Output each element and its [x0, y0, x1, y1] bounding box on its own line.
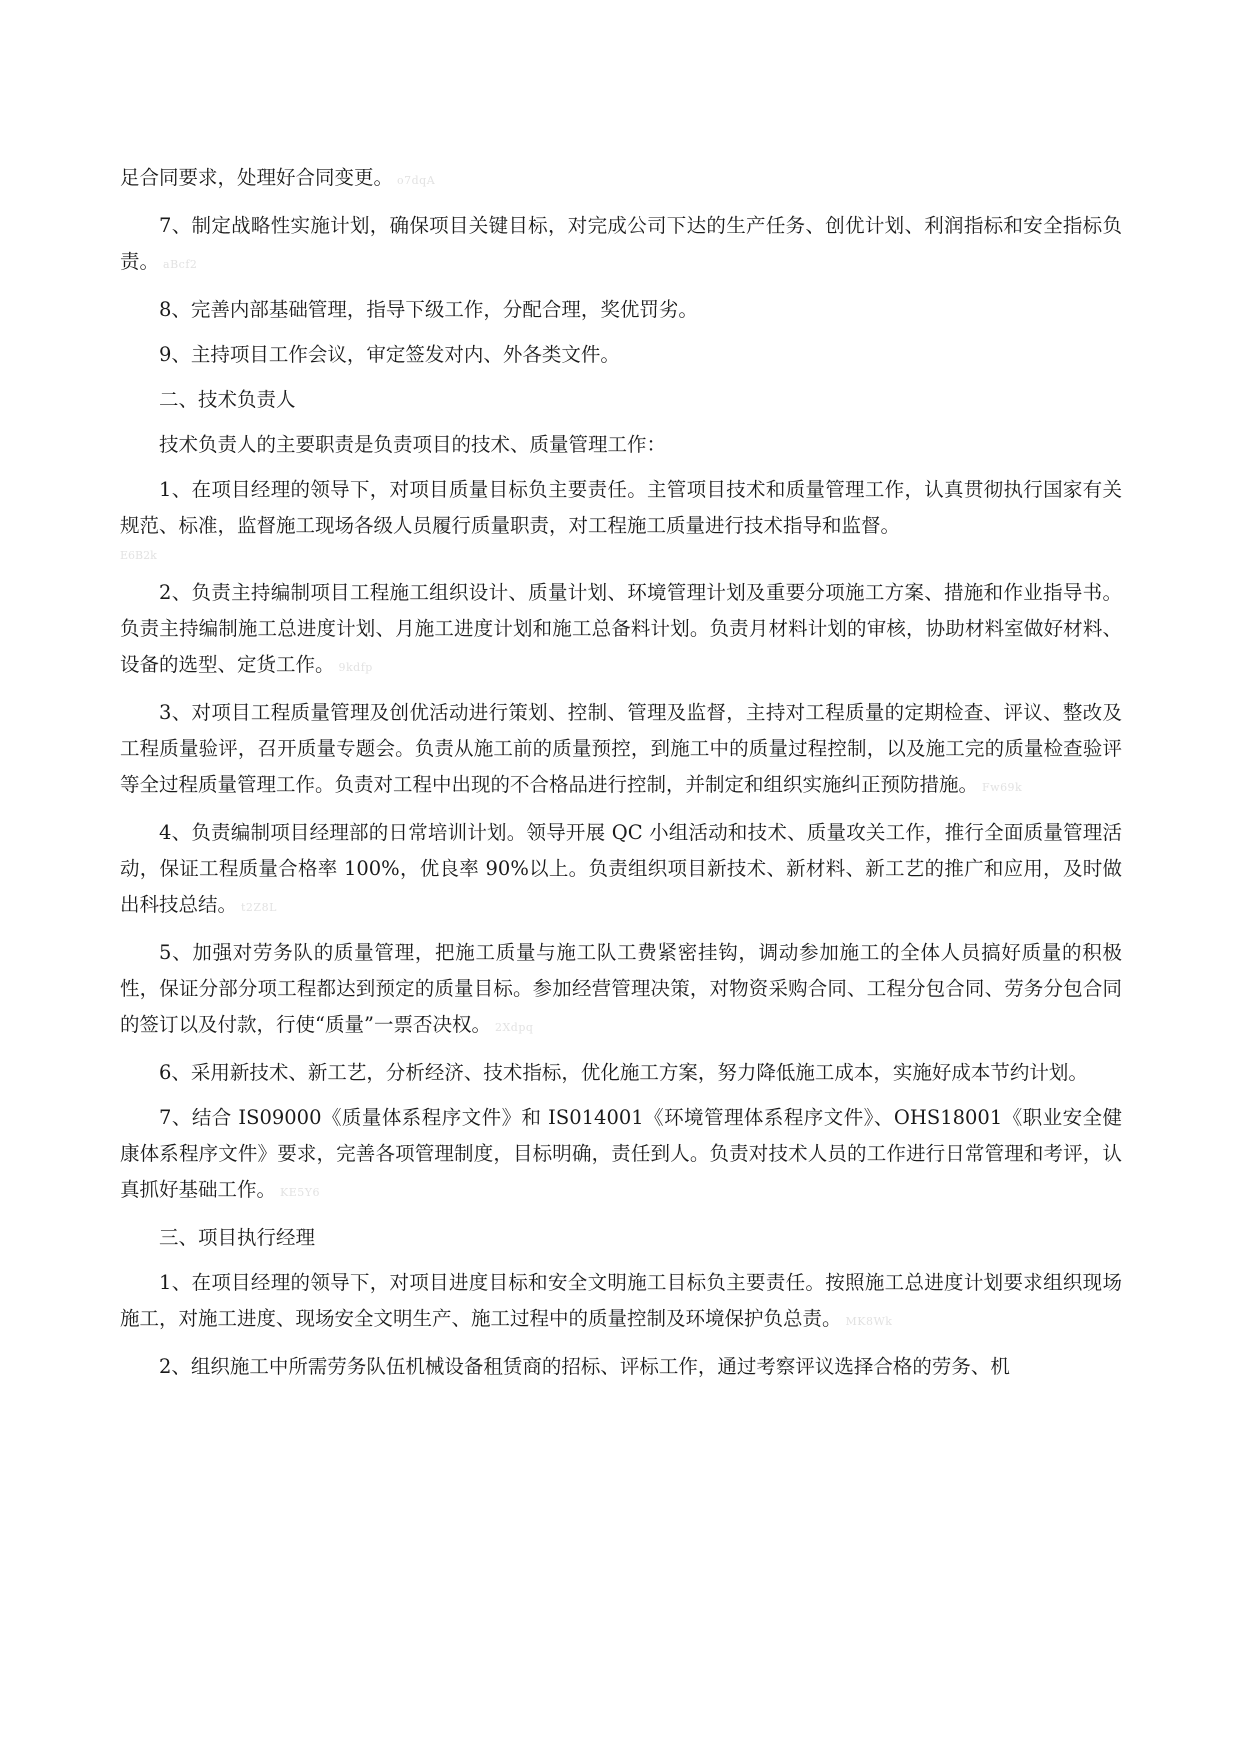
paragraph-text: 3、对项目工程质量管理及创优活动进行策划、控制、管理及监督，主持对工程质量的定期检查、评议、整改及工程质量验评，召开质量专题会。负责从施工前的质量预控，到施工中的质量过程控制，以及施工完的质量检查验评等全过程质量管理工作。负责对工程中出现的不合格品进行控制，并制定和组织实施纠正预防措施。 — [120, 701, 1122, 796]
paragraph-text: 2、组织施工中所需劳务队伍机械设备租赁商的招标、评标工作，通过考察评议选择合格的劳务、机 — [159, 1355, 1010, 1378]
paragraph-contract-requirements — [120, 160, 1122, 199]
paragraph-text: 8、完善内部基础管理，指导下级工作，分配合理，奖优罚劣。 — [159, 298, 698, 321]
heading-text: 三、项目执行经理 — [159, 1226, 316, 1249]
paragraph-tech-item-2 — [120, 575, 1122, 686]
watermark-code: MK8Wk — [845, 1315, 893, 1328]
document-page — [120, 160, 1122, 1394]
watermark-code: t2Z8L — [241, 901, 277, 914]
paragraph-tech-item-5 — [120, 935, 1122, 1046]
paragraph-text: 7、制定战略性实施计划，确保项目关键目标，对完成公司下达的生产任务、创优计划、利润指标和安全指标负责。 — [120, 214, 1122, 273]
paragraph-text: 技术负责人的主要职责是负责项目的技术、质量管理工作： — [159, 433, 667, 456]
watermark-code: E6B2k — [120, 549, 157, 562]
watermark-code: KE5Y6 — [280, 1186, 321, 1199]
watermark-code: 2Xdpq — [494, 1021, 534, 1034]
paragraph-text: 2、负责主持编制项目工程施工组织设计、质量计划、环境管理计划及重要分项施工方案、措施和作业指导书。负责主持编制施工总进度计划、月施工进度计划和施工总备料计划。负责月材料计划的审核，协助材料室做好材料、设备的选型、定货工作。 — [120, 581, 1122, 676]
paragraph-text: 1、在项目经理的领导下，对项目进度目标和安全文明施工目标负主要责任。按照施工总进度计划要求组织现场施工，对施工进度、现场安全文明生产、施工过程中的质量控制及环境保护负总责。 — [120, 1271, 1122, 1330]
paragraph-text: 7、结合 IS09000《质量体系程序文件》和 IS014001《环境管理体系程序文件》、OHS18001《职业安全健康体系程序文件》要求，完善各项管理制度，目标明确，责任到人。负责对技术人员的工作进行日常管理和考评，认真抓好基础工作。 — [120, 1106, 1122, 1201]
paragraph-item-8-management — [120, 292, 1122, 328]
paragraph-tech-item-7 — [120, 1100, 1122, 1211]
paragraph-text: 6、采用新技术、新工艺，分析经济、技术指标，优化施工方案，努力降低施工成本，实施好成本节约计划。 — [159, 1061, 1088, 1084]
watermark-code: Fw69k — [982, 781, 1023, 794]
watermark-code: 9kdfp — [338, 661, 373, 674]
section-heading-technical-lead — [120, 382, 1122, 418]
watermark-code: aBcf2 — [163, 258, 198, 271]
paragraph-tech-item-4 — [120, 815, 1122, 926]
paragraph-tech-item-3 — [120, 695, 1122, 806]
paragraph-text: 5、加强对劳务队的质量管理，把施工质量与施工队工费紧密挂钩，调动参加施工的全体人员搞好质量的积极性，保证分部分项工程都达到预定的质量目标。参加经营管理决策，对物资采购合同、工程分包合同、劳务分包合同的签订以及付款，行使“质量”一票否决权。 — [120, 941, 1122, 1036]
paragraph-text: 4、负责编制项目经理部的日常培训计划。领导开展 QC 小组活动和技术、质量攻关工作，推行全面质量管理活动，保证工程质量合格率 100%，优良率 90%以上。负责组织项目新技术、新材料、新工艺的推广和应用，及时做出科技总结。 — [120, 821, 1122, 916]
paragraph-tech-item-6 — [120, 1055, 1122, 1091]
paragraph-text: 1、在项目经理的领导下，对项目质量目标负主要责任。主管项目技术和质量管理工作，认真贯彻执行国家有关规范、标准，监督施工现场各级人员履行质量职责，对工程施工质量进行技术指导和监督。 — [120, 478, 1122, 537]
paragraph-item-7-strategy — [120, 208, 1122, 283]
paragraph-exec-item-1 — [120, 1265, 1122, 1340]
section-heading-executive-manager — [120, 1220, 1122, 1256]
paragraph-technical-lead-intro — [120, 427, 1122, 463]
heading-text: 二、技术负责人 — [159, 388, 296, 411]
paragraph-exec-item-2 — [120, 1349, 1122, 1385]
paragraph-text: 9、主持项目工作会议，审定签发对内、外各类文件。 — [159, 343, 620, 366]
paragraph-text: 足合同要求，处理好合同变更。 — [120, 166, 394, 189]
paragraph-tech-item-1 — [120, 472, 1122, 566]
watermark-code: o7dqA — [397, 174, 436, 187]
paragraph-item-9-meetings — [120, 337, 1122, 373]
